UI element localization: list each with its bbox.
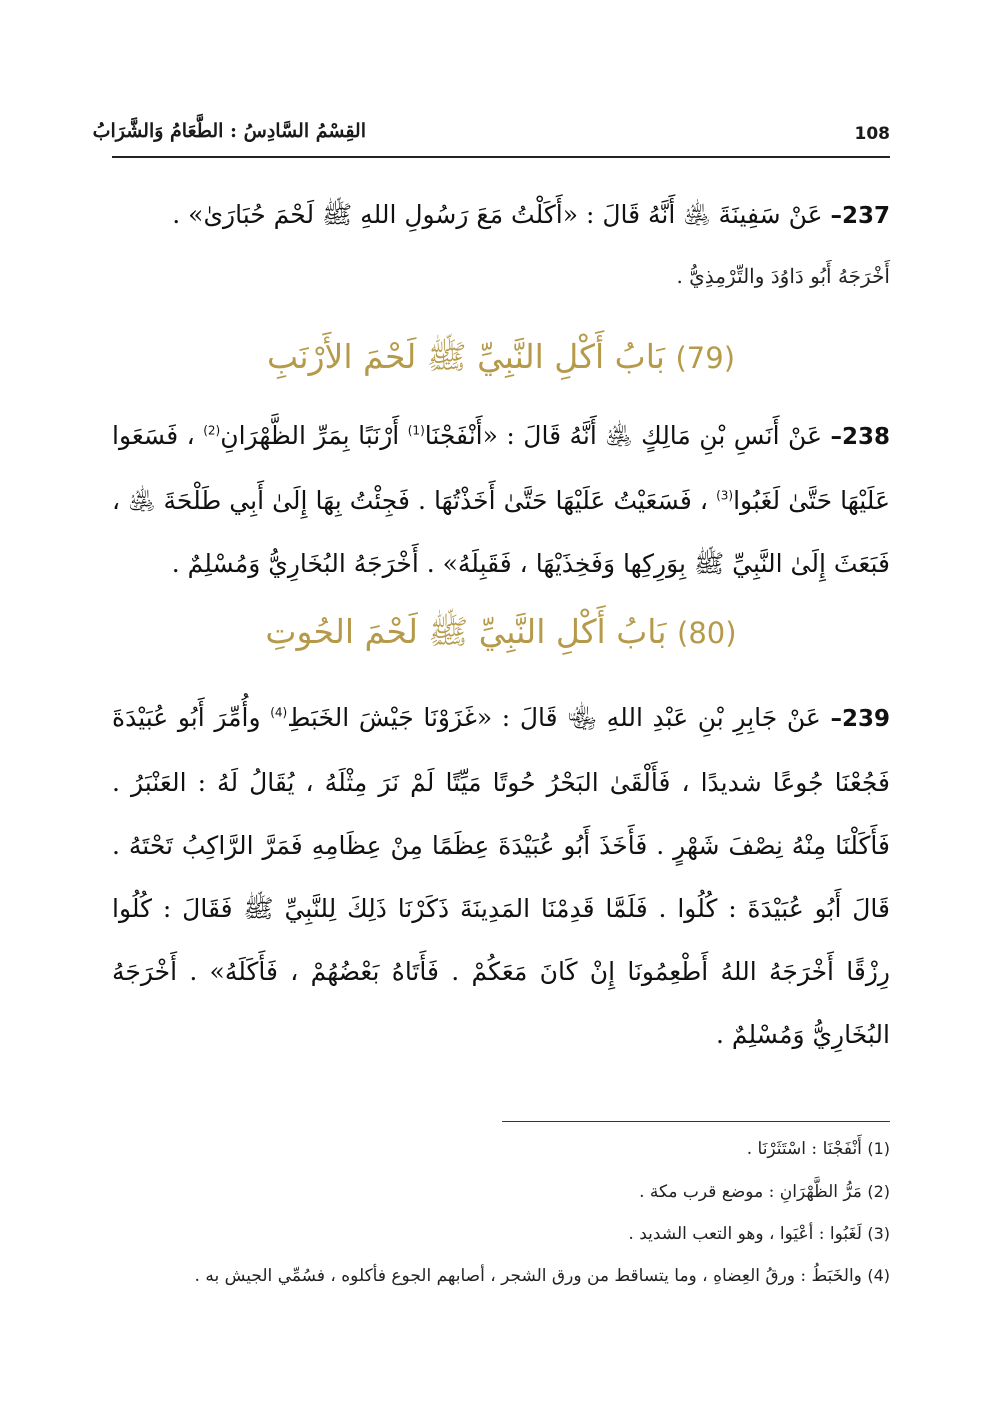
footnote-ref-4[interactable]: (4) (270, 705, 288, 720)
hadith-text: أَرْنَبًا بِمَرِّ الظَّهْرَانِ (220, 421, 408, 450)
page-number: 108 (854, 124, 890, 144)
chapter-number: (79) (675, 341, 736, 375)
footnote-ref-1[interactable]: (1) (407, 423, 425, 438)
footnote-rule (502, 1121, 890, 1122)
footnote-number: (4) (867, 1266, 890, 1285)
hadith-237-source: أَخْرَجَهُ أَبُو دَاوُدَ والتِّرْمِذِيُّ . (676, 264, 890, 288)
hadith-text: عَنْ جَابِرِ بْنِ عَبْدِ اللهِ ﵄ قَالَ : «غَزَوْنَا جَيْشَ الخَبَطِ (287, 703, 831, 732)
footnote-2 (112, 1182, 890, 1202)
hadith-text: عَنْ سَفِينَةَ ﵁ أَنَّهُ قَالَ : «أَكَلْتُ مَعَ رَسُولِ اللهِ ﷺ لَحْمَ حُبَارَىٰ» . (172, 200, 831, 229)
chapter-title: بَابُ أَكْلِ النَّبِيِّ ﷺ لَحْمَ الأَرْنَبِ (266, 337, 676, 376)
hadith-number: 238– (830, 424, 890, 450)
hadith-text: عَنْ أَنَسِ بْنِ مَالِكٍ ﵁ أَنَّهُ قَالَ : «أَنْفَجْنَا (424, 421, 831, 450)
footnote-4 (112, 1266, 890, 1286)
footnote-text: أَنْفَجْنَا : اسْتَثَرْنَا . (746, 1139, 868, 1159)
hadith-238 (112, 404, 890, 595)
footnote-text: والخَبَطُ : ورقُ العِضاهِ ، وما يتساقط من ورق الشجر ، أصابهم الجوع فأكلوه ، فسُمِّي الجيش به . (194, 1266, 868, 1286)
footnote-ref-2[interactable]: (2) (203, 423, 221, 438)
chapter-heading-80 (112, 612, 890, 660)
footnote-1 (112, 1139, 890, 1159)
hadith-number: 237– (830, 203, 890, 229)
footnote-text: لَغَبُوا : أعْيَوا ، وهو التعب الشديد . (628, 1224, 868, 1244)
running-header-title: القِسْمُ السَّادِسُ : الطَّعَامُ وَالشَّرَابُ (92, 120, 366, 142)
chapter-heading-79 (112, 337, 890, 385)
chapter-title: بَابُ أَكْلِ النَّبِيِّ ﷺ لَحْمَ الحُوتِ (265, 612, 678, 651)
chapter-number: (80) (677, 616, 737, 650)
header-rule (112, 156, 890, 158)
hadith-239 (112, 686, 890, 1066)
footnote-number: (3) (867, 1224, 890, 1243)
hadith-237 (112, 183, 890, 248)
footnote-number: (1) (867, 1139, 890, 1158)
footnote-3 (112, 1224, 890, 1244)
footnote-text: مَرُّ الظَّهْرَانِ : موضع قرب مكة . (639, 1182, 868, 1202)
hadith-text: ، فَسَعَوا عَلَيْهَا حَتَّىٰ لَغَبُوا (112, 421, 890, 515)
hadith-text: ، فَسَعَيْتُ عَلَيْهَا حَتَّىٰ أَخَذْتُهَا . فَجِئْتُ بِهَا إِلَىٰ أَبِي طَلْحَةَ ﵁ ، فَبَعَثَ إِلَىٰ النَّبِيِّ ﷺ بِوَرِكِها وَفَخِذَيْهَا ، فَقَبِلَهُ» . أَخْرَجَهُ البُخَارِيُّ وَمُسْلِمٌ . (112, 486, 890, 578)
footnote-number: (2) (867, 1182, 890, 1201)
hadith-text: وأُمِّرَ أَبُو عُبَيْدَةَ فَجُعْنَا جُوعًا شديدًا ، فَأَلْقَىٰ البَحْرُ حُوتًا مَيِّتًا لَمْ نَرَ مِثْلَهُ ، يُقَالُ لَهُ : العَنْبَرُ . فَأَكَلْنَا مِنْهُ نِصْفَ شَهْرٍ . فَأَخَذَ أَبُو عُبَيْدَةَ عِظَمًا مِنْ عِظَامِهِ فَمَرَّ الرَّاكِبُ تَحْتَهُ . قَالَ أَبُو عُبَيْدَةَ : كُلُوا . فَلَمَّا قَدِمْنَا المَدِينَةَ ذَكَرْنَا ذَلِكَ لِلنَّبِيِّ ﷺ فَقَالَ : كُلُوا رِزْقًا أَخْرَجَهُ اللهُ أَطْعِمُونَا إِنْ كَانَ مَعَكُمْ . فَأَتَاهُ بَعْضُهُمْ ، فَأَكَلَهُ» . أَخْرَجَهُ البُخَارِيُّ وَمُسْلِمٌ . (112, 703, 890, 1049)
hadith-number: 239– (830, 706, 890, 732)
footnote-ref-3[interactable]: (3) (716, 488, 734, 503)
